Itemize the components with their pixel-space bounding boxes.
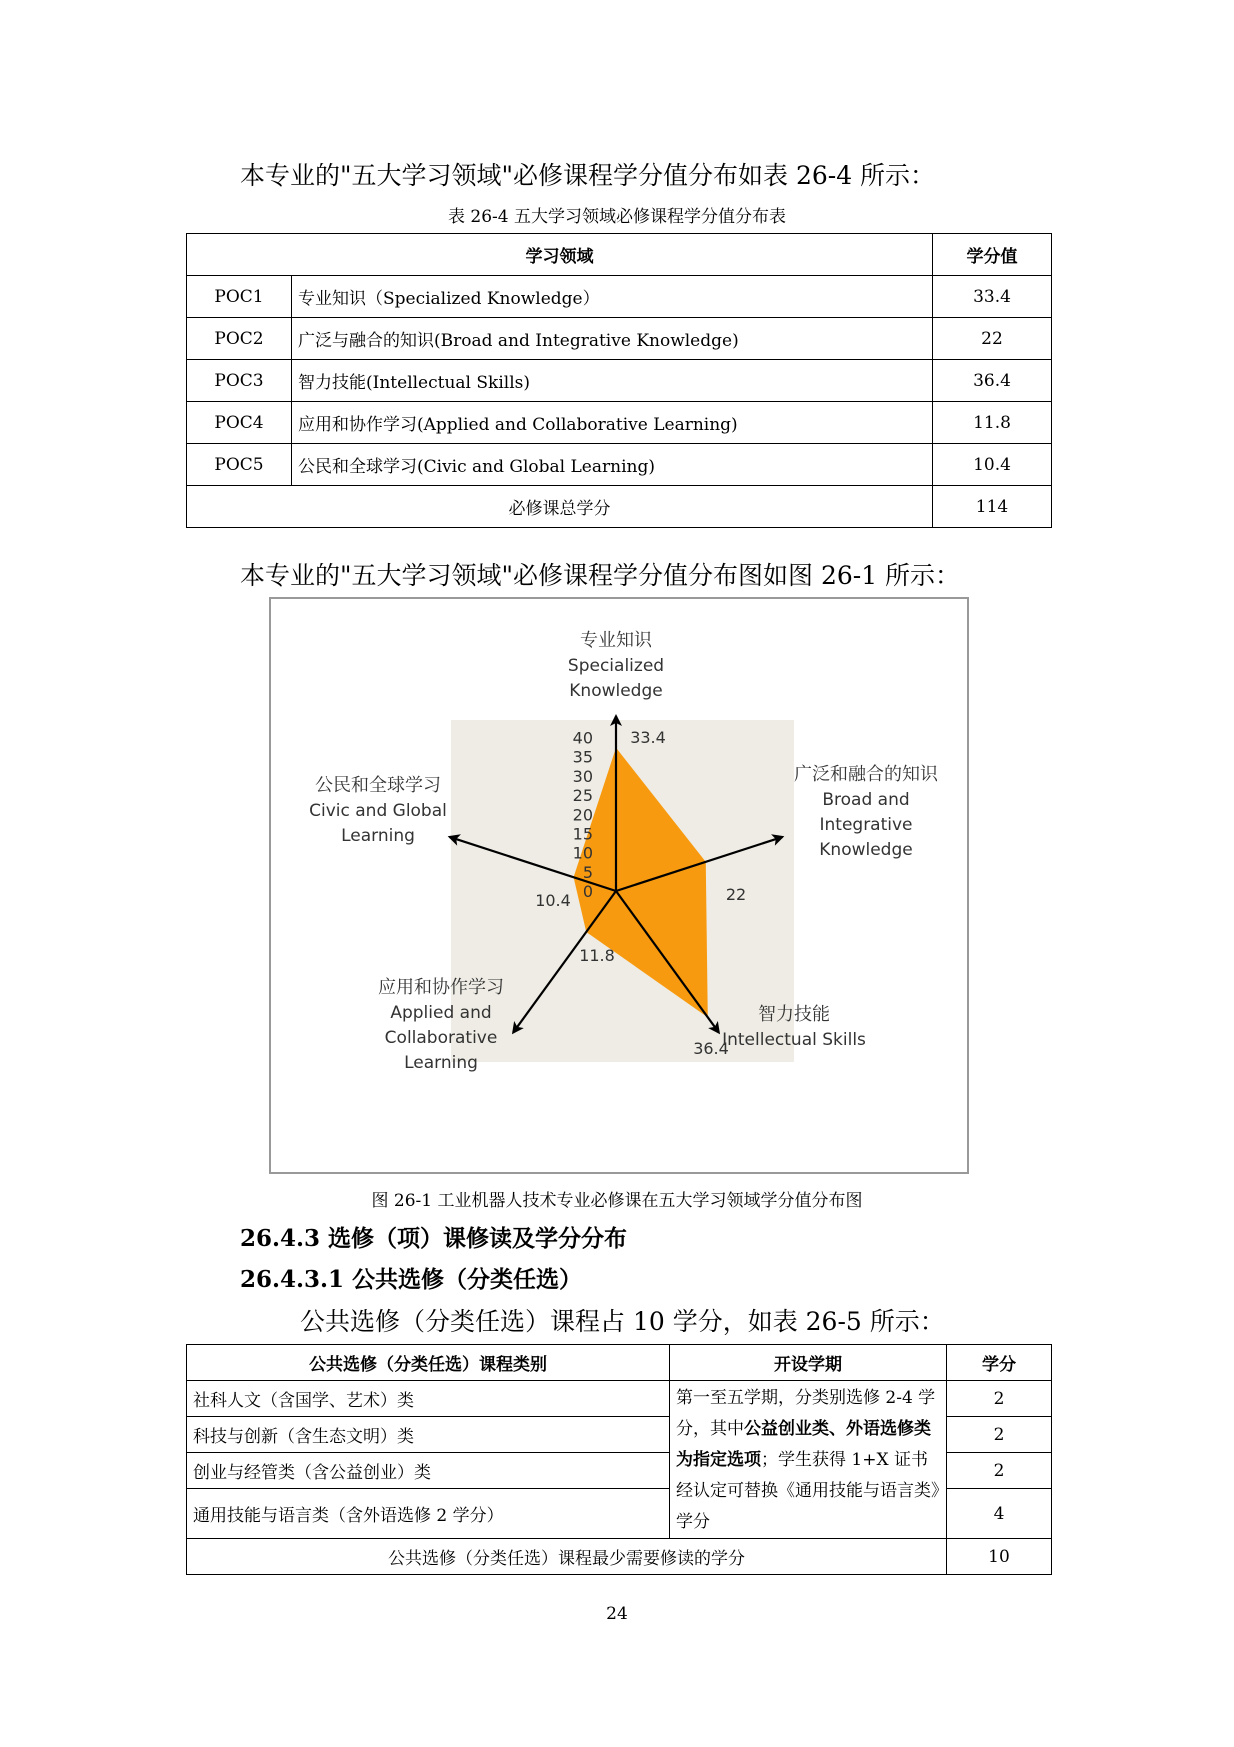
table1-caption: 表 26-4 五大学习领域必修课程学分值分布表 [448, 207, 786, 227]
table-total-row [187, 486, 1052, 528]
radar-tick-label: 10 [572, 843, 593, 863]
radar-value-label: 36.4 [693, 1039, 729, 1058]
radar-tick-label: 25 [572, 786, 593, 806]
row-name: 公民和全球学习(Civic and Global Learning) [292, 444, 933, 486]
radar-value-label: 10.4 [535, 891, 571, 910]
row-name: 广泛与融合的知识(Broad and Integrative Knowledge) [292, 318, 933, 360]
row-credit: 10.4 [933, 444, 1052, 486]
radar-category-label-en: Broad and [822, 790, 910, 810]
radar-category-label-en: Learning [341, 826, 415, 846]
radar-category-label: 智力技能 [758, 1004, 830, 1025]
radar-category-label-en: Specialized [567, 656, 665, 676]
table-row [187, 276, 1052, 318]
category-name: 创业与经管类（含公益创业）类 [187, 1453, 670, 1489]
term-description [670, 1381, 947, 1539]
term-text-part-1: 第一至五学期，分类别选修 2-4 学分，其中 [676, 1388, 936, 1439]
radar-category-label-en: Collaborative [384, 1028, 498, 1048]
table-row [187, 318, 1052, 360]
row-code: POC2 [187, 318, 292, 360]
radar-category-label-en: Integrative [819, 815, 913, 835]
intro-paragraph-2: 本专业的"五大学习领域"必修课程学分值分布图如图 26-1 所示： [240, 561, 961, 590]
radar-chart [271, 599, 967, 1172]
term-text-bold: 公益创业类、外语选修类为指定选项 [676, 1419, 931, 1470]
row-name: 应用和协作学习(Applied and Collaborative Learning) [292, 402, 933, 444]
category-credit: 4 [947, 1489, 1052, 1539]
page-number: 24 [606, 1604, 628, 1624]
total-value: 114 [933, 486, 1052, 528]
section-heading-26-4-3-1: 26.4.3.1 公共选修（分类任选） [240, 1266, 583, 1293]
row-code: POC1 [187, 276, 292, 318]
table2-header-credit: 学分 [947, 1345, 1052, 1381]
category-name: 社科人文（含国学、艺术）类 [187, 1381, 670, 1417]
table-row [187, 444, 1052, 486]
radar-tick-label: 40 [572, 728, 593, 748]
row-credit: 33.4 [933, 276, 1052, 318]
radar-value-label: 22 [725, 885, 747, 904]
credit-distribution-table [186, 233, 1052, 528]
total-value: 10 [947, 1539, 1052, 1575]
row-credit: 22 [933, 318, 1052, 360]
radar-tick-label: 20 [572, 805, 593, 825]
intro-paragraph-1: 本专业的"五大学习领域"必修课程学分值分布如表 26-4 所示： [240, 161, 936, 190]
public-elective-table [186, 1344, 1052, 1575]
row-code: POC3 [187, 360, 292, 402]
row-credit: 36.4 [933, 360, 1052, 402]
row-name: 智力技能(Intellectual Skills) [292, 360, 933, 402]
row-name: 专业知识（Specialized Knowledge） [292, 276, 933, 318]
radar-chart-frame [269, 597, 969, 1174]
intro-paragraph-3: 公共选修（分类任选）课程占 10 学分，如表 26-5 所示： [300, 1307, 945, 1336]
radar-value-label: 11.8 [579, 946, 615, 965]
radar-tick-label: 30 [572, 766, 593, 786]
table-row [187, 402, 1052, 444]
table2-header-term: 开设学期 [670, 1345, 947, 1381]
total-label: 公共选修（分类任选）课程最少需要修读的学分 [187, 1539, 947, 1575]
radar-category-label: 专业知识 [580, 630, 652, 651]
radar-category-label: 广泛和融合的知识 [794, 764, 938, 785]
radar-category-label-en: Civic and Global [309, 801, 447, 821]
radar-category-label-en: Applied and [390, 1003, 492, 1023]
table-row [187, 360, 1052, 402]
category-credit: 2 [947, 1381, 1052, 1417]
table2-header-category: 公共选修（分类任选）课程类别 [187, 1345, 670, 1381]
row-code: POC5 [187, 444, 292, 486]
radar-tick-label: 5 [582, 862, 593, 882]
radar-category-label-en: Learning [404, 1053, 478, 1073]
radar-category-label: 应用和协作学习 [378, 977, 504, 998]
radar-category-label-en: Intellectual Skills [722, 1030, 866, 1050]
category-credit: 2 [947, 1417, 1052, 1453]
section-heading-26-4-3: 26.4.3 选修（项）课修读及学分分布 [240, 1225, 628, 1252]
row-code: POC4 [187, 402, 292, 444]
row-credit: 11.8 [933, 402, 1052, 444]
category-name: 科技与创新（含生态文明）类 [187, 1417, 670, 1453]
table1-header-area: 学习领域 [187, 234, 933, 276]
radar-tick-label: 0 [582, 882, 593, 901]
table1-header-credit: 学分值 [933, 234, 1052, 276]
radar-tick-label: 35 [572, 747, 593, 767]
total-label: 必修课总学分 [187, 486, 933, 528]
figure-caption: 图 26-1 工业机器人技术专业必修课在五大学习领域学分值分布图 [371, 1191, 863, 1211]
radar-tick-label: 15 [572, 824, 593, 844]
table-total-row [187, 1539, 1052, 1575]
category-credit: 2 [947, 1453, 1052, 1489]
radar-value-label: 33.4 [630, 728, 666, 747]
radar-category-label-en: Knowledge [569, 681, 663, 701]
table-row [187, 1381, 1052, 1417]
term-text-part-2: ；学生获得 1+X 证书经认定可替换《通用技能与语言类》学分 [676, 1450, 940, 1532]
category-name: 通用技能与语言类（含外语选修 2 学分） [187, 1489, 670, 1539]
radar-category-label-en: Knowledge [819, 840, 913, 860]
radar-category-label: 公民和全球学习 [315, 775, 441, 796]
